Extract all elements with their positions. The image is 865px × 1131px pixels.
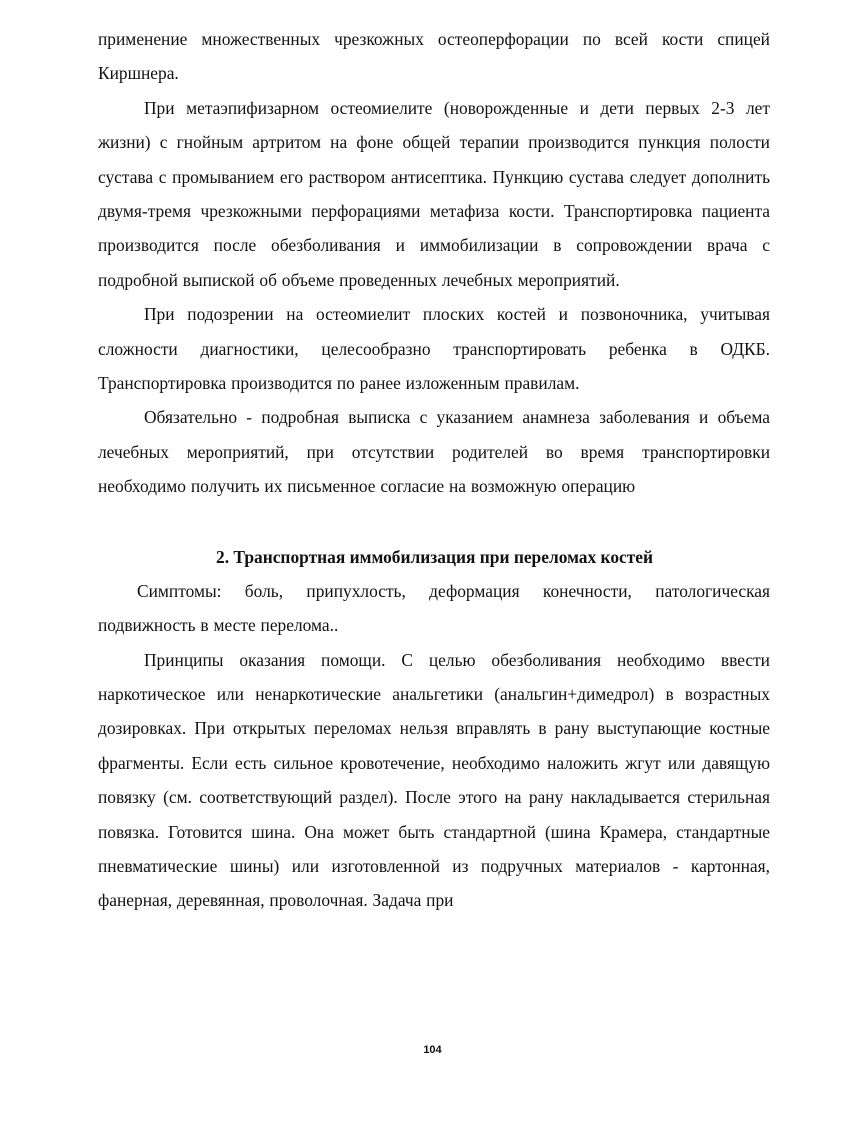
paragraph-metaepiphyseal-osteomyelitis: При метаэпифизарном остеомиелите (новорожденные и дети первых 2-3 лет жизни) с гнойным артритом на фоне общей терапии производится пункция полости сустава с промыванием его раствором антисептика. Пункцию сустава следует дополнить двумя-тремя чрезкожными перфорациями метафиза кости. Транспортировка пациента производится после обезболивания и иммобилизации в сопровождении врача с подробной выпиской об объеме проведенных лечебных мероприятий. xyxy=(98,97,770,290)
section-heading: 2. Транспортная иммобилизация при переломах костей xyxy=(216,546,654,567)
section-spacer xyxy=(98,504,770,540)
paragraph-symptoms: Симптомы: боль, припухлость, деформация конечности, патологическая подвижность в месте перелома.. xyxy=(98,580,770,636)
page-number: 104 xyxy=(423,1044,442,1056)
paragraph-continuation: применение множественных чрезкожных остеоперфорации по всей кости спицей Киршнера. xyxy=(98,29,770,84)
paragraph-flat-bones-osteomyelitis: При подозрении на остеомиелит плоских костей и позвоночника, учитывая сложности диагностики, целесообразно транспортировать ребенка в ОДКБ. Транспортировка производится по ранее изложенным правилам. xyxy=(98,304,770,394)
paragraph-aid-principles: Принципы оказания помощи. С целью обезболивания необходимо ввести наркотическое или ненаркотические анальгетики (анальгин+димедрол) в возрастных дозировках. При открытых переломах нельзя вправлять в рану выступающие костные фрагменты. Если есть сильное кровотечение, необходимо наложить жгут или давящую повязку (см. соответствующий раздел). После этого на рану накладывается стерильная повязка. Готовится шина. Она может быть стандартной (шина Крамера, стандартные пневматические шины) или изготовленной из подручных материалов - картонная, фанерная, деревянная, проволочная. Задача при xyxy=(98,649,770,911)
paragraph-mandatory-discharge: Обязательно - подробная выписка с указанием анамнеза заболевания и объема лечебных мероприятий, при отсутствии родителей во время транспортировки необходимо получить их письменное согласие на возможную операцию xyxy=(98,407,770,497)
document-page xyxy=(98,22,770,918)
